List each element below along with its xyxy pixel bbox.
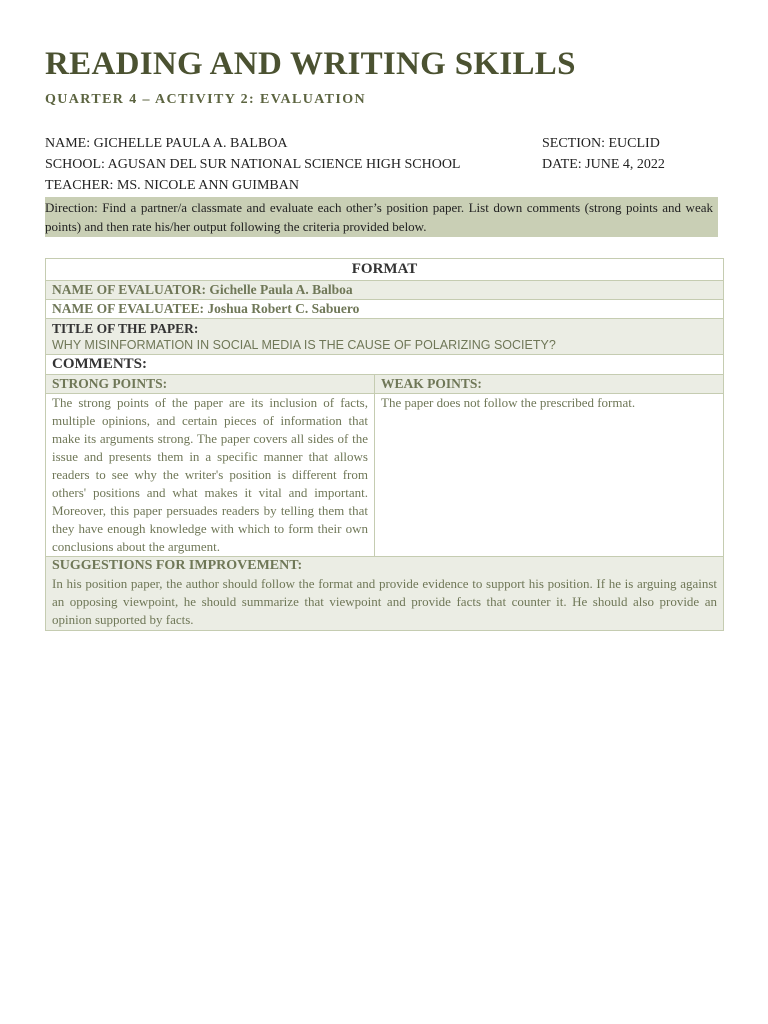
- strong-points-text: The strong points of the paper are its inclusion of facts, multiple opinions, and certain pieces of information that make its arguments strong. The paper covers all sides of the issue and presents them in a specific manner that allows readers to see why the writer's position is different from others' positions and what makes it vital and important. Moreover, this paper persuades readers by telling them that they have enough knowledge with which to form their own conclusions about the argument.: [46, 394, 375, 557]
- format-row: [46, 259, 724, 281]
- points-body-row: [46, 394, 724, 557]
- points-header-row: [46, 375, 724, 394]
- weak-points-label: WEAK POINTS:: [375, 375, 724, 394]
- weak-points-text: The paper does not follow the prescribed format.: [375, 394, 724, 557]
- document-title: READING AND WRITING SKILLS: [45, 46, 576, 82]
- suggestions-label: SUGGESTIONS FOR IMPROVEMENT:: [52, 558, 303, 573]
- suggestions-text: In his position paper, the author should follow the format and provide evidence to support his position. If he is arguing against an opposing viewpoint, he should summarize that viewpoint and provide facts that counter it. He should also provide an opinion supported by facts.: [52, 576, 718, 627]
- submission-date: DATE: JUNE 4, 2022: [542, 157, 665, 172]
- teacher-name: TEACHER: MS. NICOLE ANN GUIMBAN: [45, 178, 299, 193]
- evaluation-table: [45, 258, 724, 631]
- paper-title-cell: [46, 319, 724, 355]
- document-subtitle: QUARTER 4 – ACTIVITY 2: EVALUATION: [45, 92, 367, 107]
- evaluatee-name: NAME OF EVALUATEE: Joshua Robert C. Sabuero: [46, 300, 724, 319]
- suggestions-cell: [46, 557, 724, 631]
- paper-title-label: TITLE OF THE PAPER:: [52, 321, 199, 336]
- direction-text: Direction: Find a partner/a classmate and evaluate each other’s position paper. List down comments (strong points and weak points) and then rate his/her output following the criteria provided below.: [45, 197, 718, 237]
- suggestions-row: [46, 557, 724, 631]
- comments-row: [46, 355, 724, 375]
- comments-label: COMMENTS:: [46, 355, 724, 375]
- paper-title: WHY MISINFORMATION IN SOCIAL MEDIA IS THE CAUSE OF POLARIZING SOCIETY?: [52, 338, 556, 352]
- info-row-teacher: [45, 178, 723, 194]
- info-row-school: [45, 157, 723, 173]
- evaluator-name: NAME OF EVALUATOR: Gichelle Paula A. Balboa: [46, 281, 724, 300]
- paper-title-row: [46, 319, 724, 355]
- student-school: SCHOOL: AGUSAN DEL SUR NATIONAL SCIENCE HIGH SCHOOL: [45, 157, 461, 172]
- evaluatee-row: [46, 300, 724, 319]
- evaluator-row: [46, 281, 724, 300]
- format-heading: FORMAT: [46, 259, 724, 281]
- strong-points-label: STRONG POINTS:: [46, 375, 375, 394]
- student-name: NAME: GICHELLE PAULA A. BALBOA: [45, 136, 288, 151]
- student-section: SECTION: EUCLID: [542, 136, 660, 151]
- info-row-name: [45, 136, 723, 152]
